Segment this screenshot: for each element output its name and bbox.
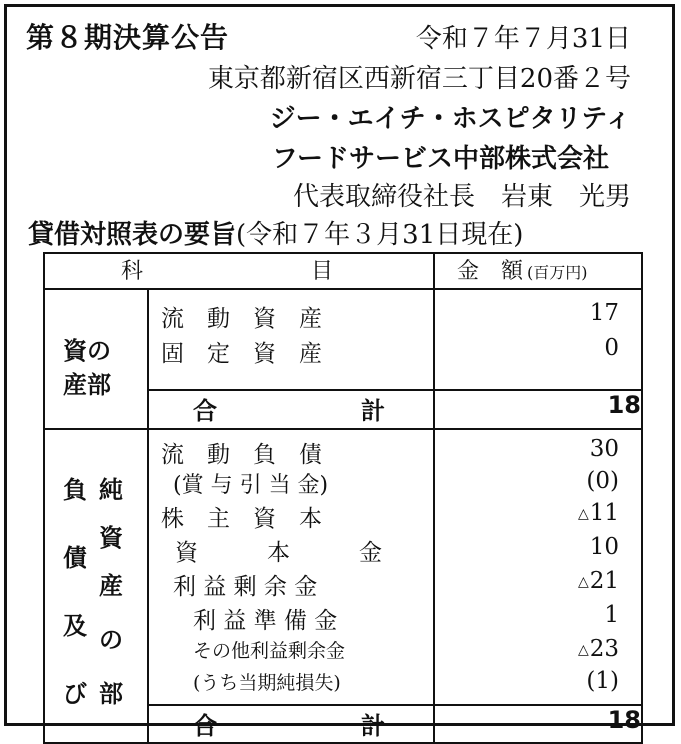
assets-group-line1: 資の [63, 337, 111, 365]
liab-group-char: 債 [63, 544, 87, 572]
table-header-row [44, 253, 642, 289]
liabilities-section [44, 429, 642, 705]
liab-group-char: 及 [63, 612, 87, 640]
liab-item-label: (うち当期純損失) [193, 672, 341, 694]
liab-item-label: 株 主 資 本 [161, 506, 322, 532]
assets-total-value: 18 [434, 390, 642, 429]
liabilities-total-label-2: 計 [361, 712, 385, 740]
liab-item-label: (賞 与 引 当 金) [173, 473, 329, 498]
header-amount [434, 253, 642, 289]
liab-group-char: 資 [99, 524, 123, 552]
negative-mark: △ [577, 642, 589, 658]
balance-sheet-title [28, 214, 523, 251]
liab-item-label: 流 動 負 債 [161, 442, 322, 468]
assets-total-label [148, 390, 434, 429]
liabilities-total-label [148, 705, 434, 743]
liab-item-label: その他利益剰余金 [193, 640, 346, 662]
assets-values [434, 289, 642, 390]
liab-group-char: 純 [99, 476, 123, 504]
company-address: 東京都新宿区西新宿三丁目20番２号 [207, 64, 631, 94]
assets-section [44, 289, 642, 390]
balance-sheet-title-main: 貸借対照表の要旨 [28, 220, 237, 250]
header-kamoku [44, 253, 434, 289]
liabilities-total-label-1: 合 [193, 712, 217, 740]
liab-group-char: び [63, 680, 87, 708]
asset-item-value: 17 [589, 300, 619, 326]
liab-item-value: (0) [586, 468, 619, 494]
header-kamoku-2: 目 [310, 259, 333, 284]
negative-mark: △ [577, 506, 589, 522]
liab-item-value: △23 [577, 636, 619, 662]
assets-total-label-2: 計 [361, 397, 385, 426]
liab-item-value: 10 [589, 534, 619, 560]
negative-mark: △ [577, 574, 589, 590]
assets-total-label-1: 合 [193, 397, 217, 426]
liab-item-value: △21 [577, 568, 619, 594]
assets-items [148, 289, 434, 390]
liab-item-value: 1 [604, 602, 619, 628]
liabilities-group-label [44, 429, 148, 743]
liab-item-value: (1) [586, 668, 619, 694]
notice-title: 第８期決算公告 [26, 21, 230, 54]
liab-group-char: 負 [63, 476, 87, 504]
representative: 代表取締役社長 岩東 光男 [292, 182, 631, 212]
header-kamoku-1: 科 [121, 259, 144, 284]
liab-group-char: の [99, 626, 123, 654]
liab-group-char: 部 [99, 680, 123, 708]
asset-item-label: 流 動 資 産 [161, 306, 322, 332]
liabilities-items [148, 429, 434, 705]
liab-item-label: 資 本 金 [175, 540, 382, 566]
liab-item-label: 利 益 準 備 金 [193, 608, 338, 634]
assets-group-line2: 産部 [63, 371, 111, 399]
balance-sheet-period: (令和７年３月31日現在) [236, 220, 524, 250]
liab-item-label: 利 益 剰 余 金 [173, 574, 318, 600]
header-amount-label: 金 額 [457, 259, 524, 284]
company-name-line2: フードサービス中部株式会社 [271, 144, 609, 174]
liab-item-value: 30 [589, 436, 619, 462]
liabilities-values [434, 429, 642, 705]
company-name-line1: ジー・エイチ・ホスピタリティ [269, 104, 631, 134]
notice-date: 令和７年７月31日 [415, 24, 631, 54]
header-unit: (百万円) [527, 263, 588, 282]
liab-group-char: 産 [99, 572, 123, 600]
balance-sheet-table [43, 252, 643, 744]
liab-item-value: △11 [577, 500, 619, 526]
asset-item-label: 固 定 資 産 [161, 341, 322, 367]
assets-group-label [44, 289, 148, 429]
asset-item-value: 0 [604, 335, 619, 361]
liabilities-total-value: 18 [434, 705, 642, 743]
